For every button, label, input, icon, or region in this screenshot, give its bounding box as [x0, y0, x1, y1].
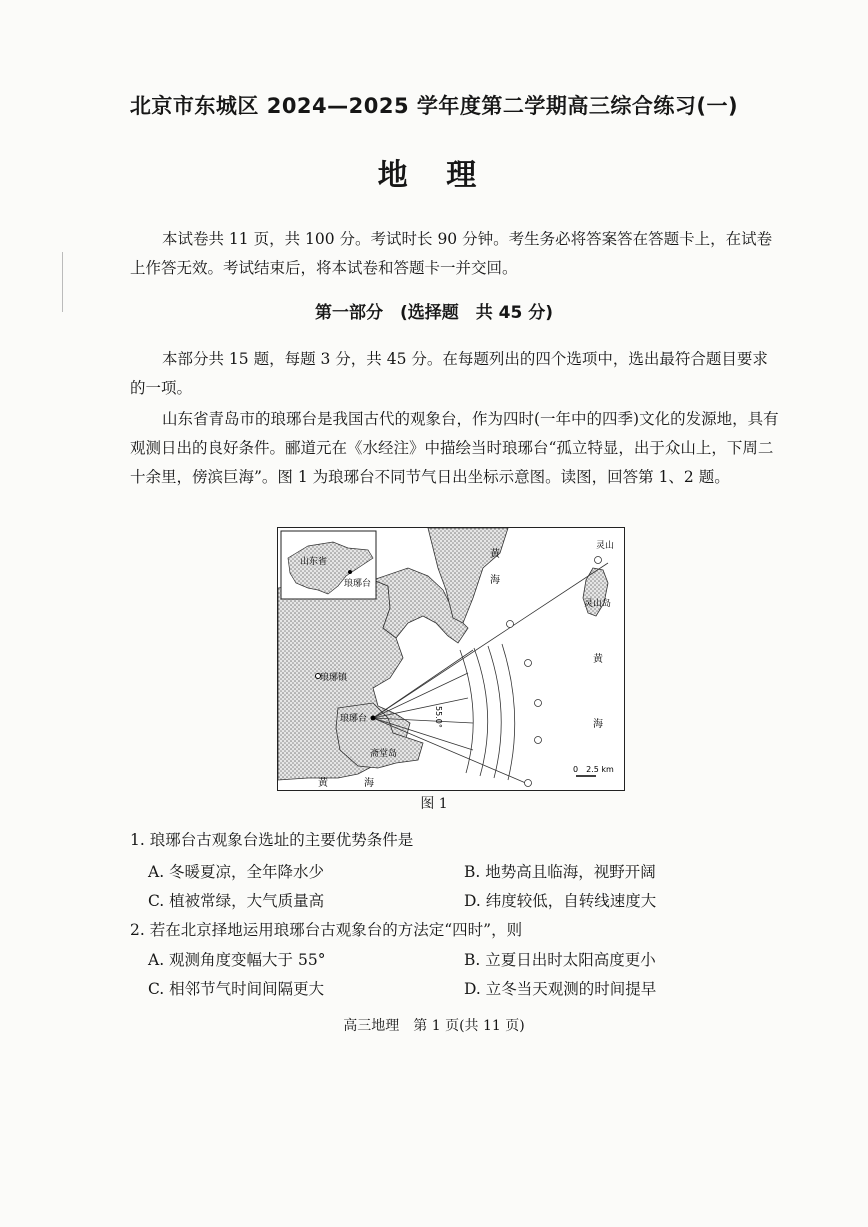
part-heading: 第一部分 (选择题 共 45 分) — [314, 303, 554, 323]
site-label: 琅琊台 — [340, 714, 368, 724]
page-footer: 高三地理 第 1 页(共 11 页) — [343, 1018, 525, 1034]
question-1-option-c: C. 植被常绿，大气质量高 — [148, 892, 325, 910]
town-label: 琅琊镇 — [320, 673, 348, 683]
question-2-stem: 2. 若在北京择地运用琅琊台古观象台的方法定“四时”，则 — [130, 921, 523, 939]
inset-site-label: 琅琊台 — [344, 579, 372, 589]
question-2-option-c: C. 相邻节气时间间隔更大 — [148, 980, 325, 998]
scale-text: 0 2.5 km — [573, 765, 614, 774]
exam-title: 北京市东城区 2024—2025 学年度第二学期高三综合练习(一) — [129, 94, 739, 118]
angle-label: 55.0° — [434, 706, 443, 728]
figure-caption: 图 1 — [420, 796, 448, 812]
sea-north-label: 黄海 — [487, 548, 499, 600]
sea-east-label: 黄海 — [590, 653, 602, 783]
question-2-option-d: D. 立冬当天观测的时间提早 — [464, 980, 657, 998]
map-svg — [278, 528, 624, 790]
island-east-label: 灵山岛 — [584, 599, 612, 609]
question-2-option-a: A. 观测角度变幅大于 55° — [148, 951, 326, 969]
site-dot — [371, 716, 376, 721]
question-2-option-b: B. 立夏日出时太阳高度更小 — [464, 951, 656, 969]
point-east-label: 灵山 — [596, 541, 615, 551]
subject-title: 地 理 — [377, 158, 491, 193]
figure-1-map — [277, 527, 625, 791]
question-1-stem: 1. 琅琊台古观象台选址的主要优势条件是 — [130, 831, 414, 849]
inset-site-dot — [348, 570, 352, 574]
sea-south-label: 黄海 — [318, 778, 410, 789]
question-1-option-b: B. 地势高且临海，视野开阔 — [464, 863, 656, 881]
question-context: 山东省青岛市的琅琊台是我国古代的观象台，作为四时(一年中的四季)文化的发源地，具有观测日出的良好条件。郦道元在《水经注》中描绘当时琅琊台“孤立特显，出于众山上，下周二十余里，傍滨巨海”。图 1 为琅琊台不同节气日出坐标示意图。读图，回答第 1、2 题。 — [130, 410, 779, 486]
island-south-label: 斋堂岛 — [370, 749, 398, 759]
part-instructions: 本部分共 15 题，每题 3 分，共 45 分。在每题列出的四个选项中，选出最符合题目要求的一项。 — [130, 350, 768, 397]
exam-instructions: 本试卷共 11 页，共 100 分。考试时长 90 分钟。考生务必将答案答在答题卡上，在试卷上作答无效。考试结束后，将本试卷和答题卡一并交回。 — [130, 230, 773, 277]
question-1-option-a: A. 冬暖夏凉，全年降水少 — [148, 863, 325, 881]
inset-province-label: 山东省 — [300, 557, 328, 567]
question-1-option-d: D. 纬度较低，自转线速度大 — [464, 892, 657, 910]
